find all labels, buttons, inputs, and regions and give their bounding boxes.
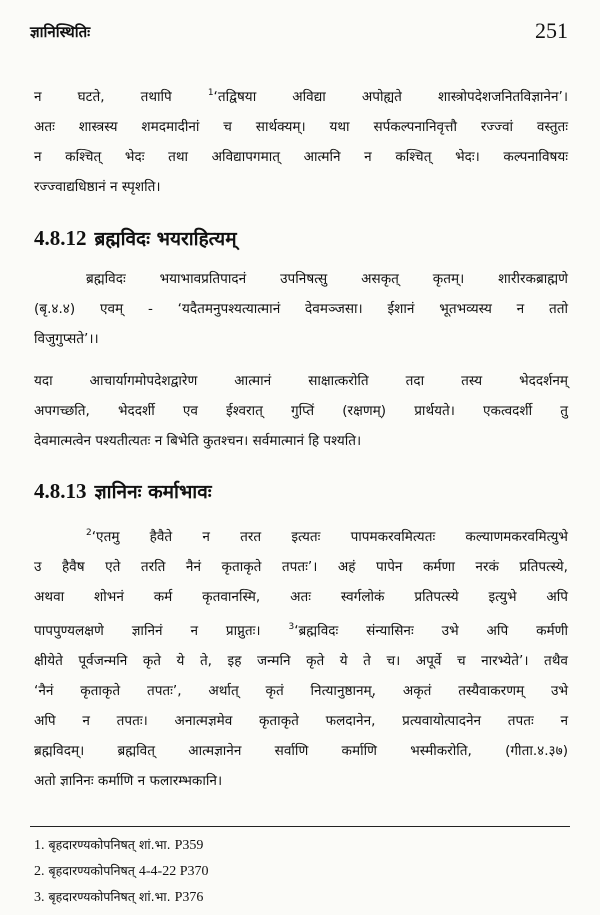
text-line: यदा आचार्यागमोपदेशद्वारेण आत्मानं साक्षात्करोति तदा तस्य भेददर्शनम् [34,373,568,389]
paragraph-1 [34,78,568,202]
text-line: ‘नैनं कृताकृते तपतः’, अर्थात् कृतं नित्यानुष्ठानम्, अकृतं तस्यैवाकरणम् उभे [34,683,568,699]
text-line [34,612,568,646]
text-line: अथवा शोभनं कर्म कृतवानस्मि, अतः स्वर्गलोकं प्रतिपत्स्ये इत्युभे अपि [34,589,568,605]
footnote-2 [34,862,209,880]
running-header-title: ज्ञानिस्थितिः [30,23,91,41]
footnote-page: P376 [174,890,204,905]
text-span: पापपुण्यलक्षणे ज्ञानिनं न प्राप्नुतः। [34,623,289,639]
text-line: ब्रह्मविदः भयाभावप्रतिपादनं उपनिषत्सु असकृत् कृतम्। शारीरकब्राह्मणे [86,271,568,287]
text-line: रज्ज्वाद्यधिष्ठानं न स्पृशति। [34,179,161,195]
text-line: (बृ.४.४) एवम् - ‘यदैतमनुपश्यत्यात्मानं देवमञ्जसा। ईशानं भूतभव्यस्य न ततो [34,301,568,317]
text-line: देवमात्मत्वेन पश्यतीत्यतः न बिभेति कुतश्चन। सर्वमात्मानं हि पश्यति। [34,433,362,449]
text-line: अतः शास्त्रस्य शमदमादीनां च सार्थक्यम्। यथा सर्पकल्पनानिवृत्तौ रज्ज्वां वस्तुतः [34,119,568,135]
text-line [34,78,568,112]
footnote-ref: 1 [207,88,214,98]
text-line: क्षीयेते पूर्वजन्मनि कृते ये ते, इह जन्मनि कृते ये ते च। अपूर्वे च नारभ्येते’। तथैव [34,653,568,669]
text-line: विजुगुप्सते’।। [34,331,99,347]
text-span: न घटते, तथापि [34,89,208,105]
paragraph-4 [34,518,568,796]
footnote-text: बृहदारण्यकोपनिषत् [48,863,139,878]
footnote-page: P359 [174,838,204,853]
footnote-text: बृहदारण्यकोपनिषत् शां.भा. [48,837,175,852]
text-line: अपगच्छति, भेददर्शी एव ईश्वरात् गुप्तिं (रक्षणम्) प्रार्थयते। एकत्वदर्शी तु [34,403,568,419]
text-line [34,518,568,552]
text-line: अतो ज्ञानिनः कर्माणि न फलारम्भकानि। [34,773,223,789]
footnote-number: 3. [34,890,45,905]
footnote-number: 1. [34,838,45,853]
page-number: 251 [535,18,568,43]
footnote-divider [30,826,570,827]
section-heading [34,225,237,251]
paragraph-3 [34,366,568,456]
section-number: 4.8.13 [34,479,87,503]
footnote-text: बृहदारण्यकोपनिषत् शां.भा. [48,889,175,904]
footnote-page: 4-4-22 P370 [138,864,209,879]
paragraph-2 [34,264,568,354]
text-span: ‘तद्विषया अविद्या अपोह्यते शास्त्रोपदेशजनितविज्ञानेन’। [213,89,568,105]
footnote-1 [34,836,203,854]
section-number: 4.8.12 [34,226,87,250]
footnote-ref: 2 [86,528,92,538]
footnote-number: 2. [34,864,45,879]
footnote-3 [34,888,203,906]
text-line: उ हैवैष एते तरति नैनं कृताकृते तपतः’। अहं पापेन कर्मणा नरकं प्रतिपत्स्ये, [34,559,568,575]
text-line: न कश्चित् भेदः तथा अविद्यापगमात् आत्मनि न कश्चित् भेदः। कल्पनाविषयः [34,149,568,165]
section-title: ब्रह्मविदः भयराहित्यम् [94,228,237,250]
section-heading [34,478,212,504]
section-title: ज्ञानिनः कर्माभावः [94,481,212,503]
text-span: ‘ब्रह्मविदः संन्यासिनः उभे अपि कर्मणी [294,623,568,639]
text-span: ‘एतमु हैवैते न तरत इत्यतः पापमकरवमित्यतः कल्याणमकरवमित्युभे [91,529,568,545]
text-line: ब्रह्मविदम्। ब्रह्मवित् आत्मज्ञानेन सर्वाणि कर्माणि भस्मीकरोति, (गीता.४.३७) [34,743,568,759]
footnote-ref: 3 [288,622,295,632]
text-line: अपि न तपतः। अनात्मज्ञमेव कृताकृते फलदानेन, प्रत्यवायोत्पादनेन तपतः न [34,713,568,729]
